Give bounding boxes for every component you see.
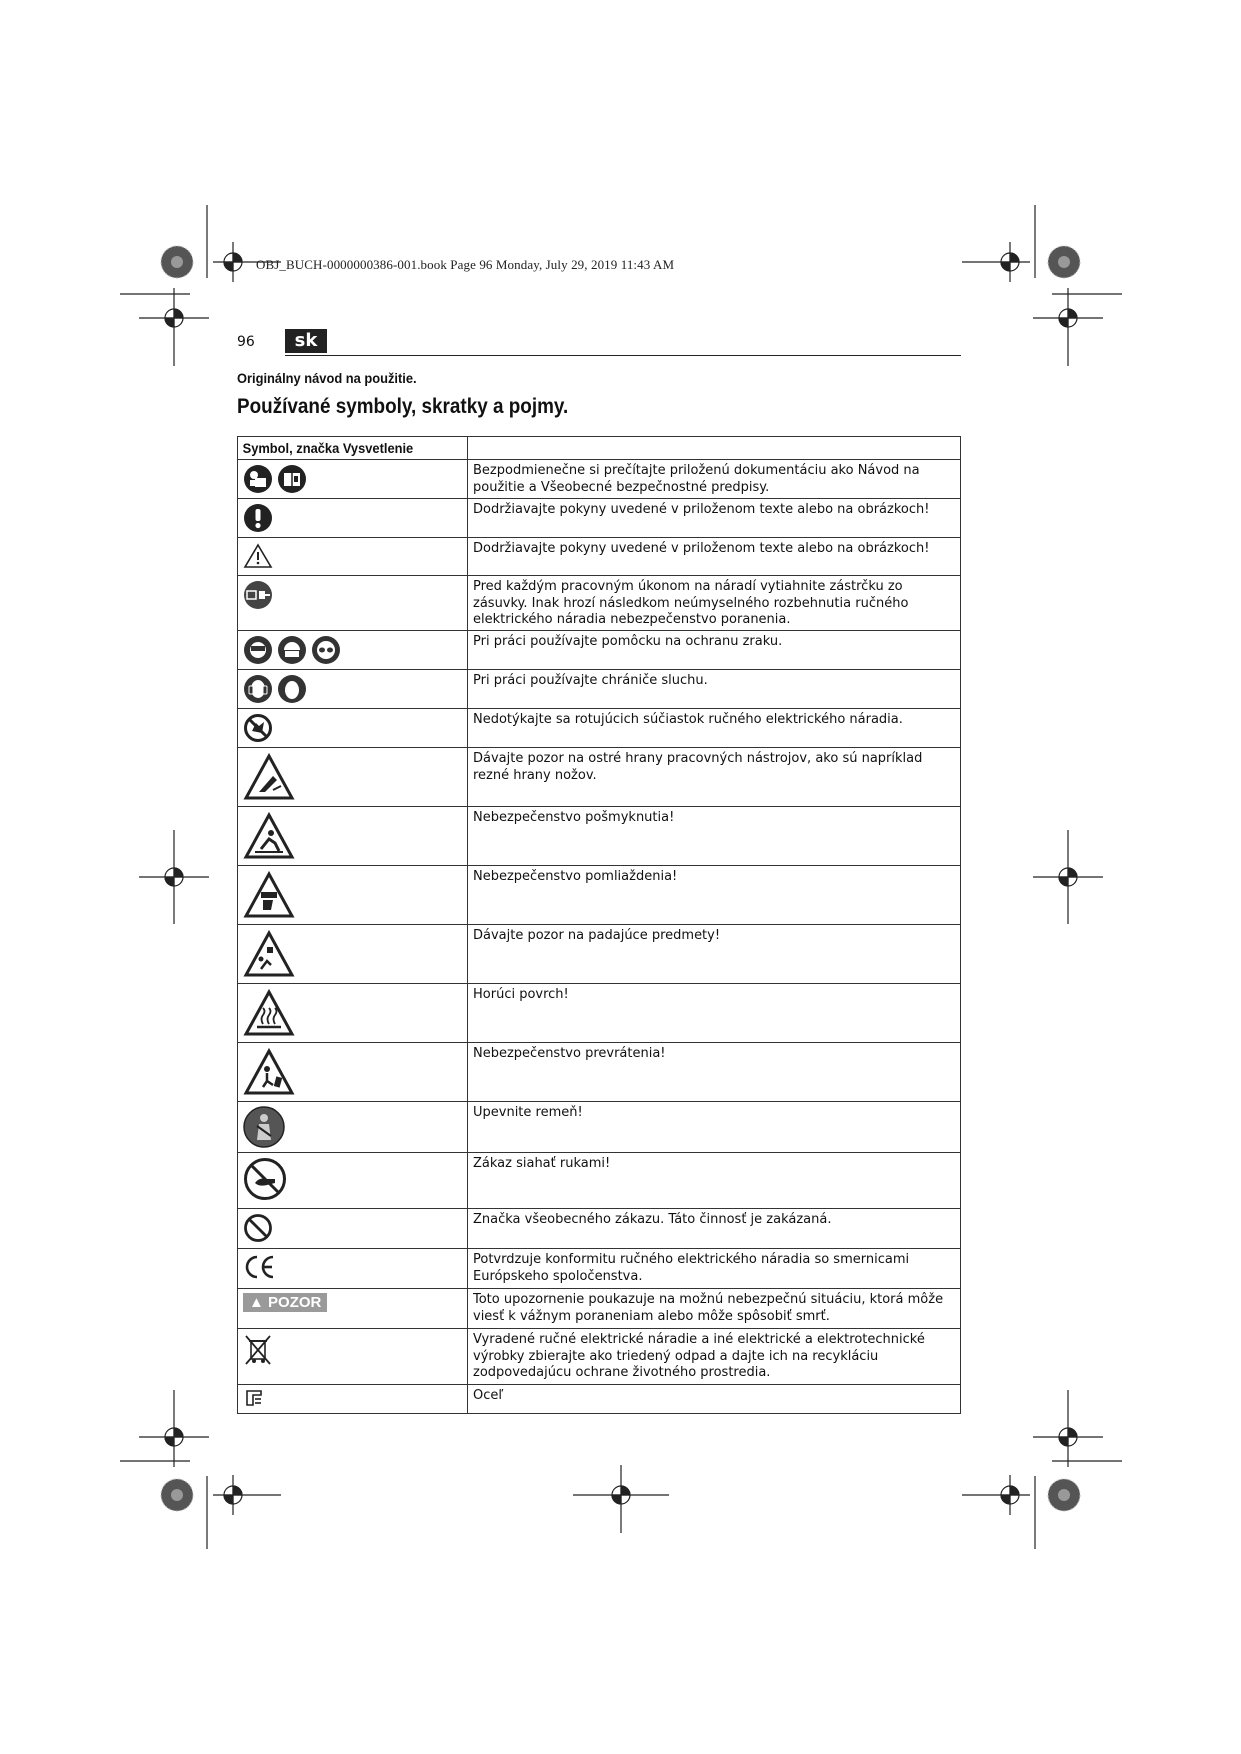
row-description: Pri práci používajte pomôcku na ochranu zraku.	[468, 631, 961, 670]
warning-triangle-icon	[243, 542, 273, 570]
row-description: Potvrdzuje konformitu ručného elektrického náradia so smernicami Európskeho spoločenstva.	[468, 1249, 961, 1289]
row-description: Dávajte pozor na padajúce predmety!	[468, 925, 961, 984]
table-row	[238, 670, 961, 709]
caution-badge-label: POZOR	[268, 1294, 322, 1311]
safety-goggles-icon	[311, 635, 341, 665]
table-row	[238, 1385, 961, 1414]
caution-badge-icon: ▲	[249, 1294, 264, 1311]
unplug-icon	[243, 580, 273, 610]
table-row	[238, 1329, 961, 1385]
table-row	[238, 538, 961, 576]
page-number: 96	[237, 334, 255, 350]
sharp-edges-warning-icon	[243, 752, 295, 802]
row-description: Upevnite remeň!	[468, 1102, 961, 1153]
table-row	[238, 576, 961, 631]
row-description: Toto upozornenie poukazuje na možnú nebezpečnú situáciu, ktorá môže viesť k vážnym poraneniam alebo môže spôsobiť smrť.	[468, 1289, 961, 1329]
fasten-strap-icon	[243, 1106, 285, 1148]
ce-mark-icon	[243, 1253, 277, 1281]
table-row	[238, 709, 961, 748]
caution-badge	[243, 1293, 327, 1312]
ear-muffs-icon	[243, 674, 273, 704]
row-description: Oceľ	[468, 1385, 961, 1414]
table-row	[238, 1043, 961, 1102]
table-row	[238, 807, 961, 866]
row-description: Dodržiavajte pokyny uvedené v priloženom texte alebo na obrázkoch!	[468, 538, 961, 576]
language-tag: sk	[285, 329, 327, 353]
subtitle: Originálny návod na použitie.	[237, 370, 417, 386]
helmet-visor-icon	[277, 635, 307, 665]
book-info-line: OBJ_BUCH-0000000386-001.book Page 96 Monday, July 29, 2019 11:43 AM	[256, 257, 675, 272]
row-description: Pred každým pracovným úkonom na náradí vytiahnite zástrčku zo zásuvky. Inak hrozí následkom neúmyselného rozbehnutia ručného elektrického náradia nebezpečenstvo poranenia.	[468, 576, 961, 631]
table-row	[238, 631, 961, 670]
manual-book-icon	[277, 464, 307, 494]
row-description: Značka všeobecného zákazu. Táto činnosť je zakázaná.	[468, 1209, 961, 1249]
mandatory-exclamation-icon	[243, 503, 273, 533]
row-description: Nebezpečenstvo pomliaždenia!	[468, 866, 961, 925]
row-description: Zákaz siahať rukami!	[468, 1153, 961, 1209]
tipping-warning-icon	[243, 1047, 295, 1097]
row-description: Pri práci používajte chrániče sluchu.	[468, 670, 961, 709]
row-description: Nebezpečenstvo pošmyknutia!	[468, 807, 961, 866]
read-manual-icon	[243, 464, 273, 494]
table-row	[238, 1153, 961, 1209]
hot-surface-warning-icon	[243, 988, 295, 1038]
falling-objects-warning-icon	[243, 929, 295, 979]
table-row	[238, 1102, 961, 1153]
header-rule	[285, 355, 961, 356]
table-row	[238, 984, 961, 1043]
no-reaching-hands-icon	[243, 1157, 287, 1201]
row-description: Dodržiavajte pokyny uvedené v priloženom texte alebo na obrázkoch!	[468, 499, 961, 538]
table-row	[238, 1209, 961, 1249]
table-header: Symbol, značka Vysvetlenie	[242, 440, 414, 456]
crush-warning-icon	[243, 870, 295, 920]
row-description: Nedotýkajte sa rotujúcich súčiastok ručného elektrického náradia.	[468, 709, 961, 748]
symbols-table	[237, 436, 961, 1414]
table-row	[238, 1289, 961, 1329]
table-row	[238, 748, 961, 807]
weee-bin-icon	[243, 1333, 273, 1367]
row-description: Dávajte pozor na ostré hrany pracovných nástrojov, ako sú napríklad rezné hrany nožov.	[468, 748, 961, 807]
table-header-row	[238, 437, 961, 460]
prohibition-icon	[243, 1213, 273, 1243]
page-title: Používané symboly, skratky a pojmy.	[237, 395, 569, 418]
table-row	[238, 499, 961, 538]
face-shield-icon	[243, 635, 273, 665]
table-row	[238, 866, 961, 925]
slip-warning-icon	[243, 811, 295, 861]
table-row	[238, 1249, 961, 1289]
row-description: Nebezpečenstvo prevrátenia!	[468, 1043, 961, 1102]
table-row	[238, 460, 961, 499]
steel-material-icon	[243, 1387, 265, 1409]
row-description: Horúci povrch!	[468, 984, 961, 1043]
row-description: Bezpodmienečne si prečítajte priloženú dokumentáciu ako Návod na použitie a Všeobecné bezpečnostné predpisy.	[468, 460, 961, 499]
table-row	[238, 925, 961, 984]
row-description: Vyradené ručné elektrické náradie a iné elektrické a elektrotechnické výrobky zbierajte ako triedený odpad a dajte ich na recykláciu zodpovedajúcu ochrane životného prostredia.	[468, 1329, 961, 1385]
ear-protection-icon	[277, 674, 307, 704]
no-touch-rotating-icon	[243, 713, 273, 743]
